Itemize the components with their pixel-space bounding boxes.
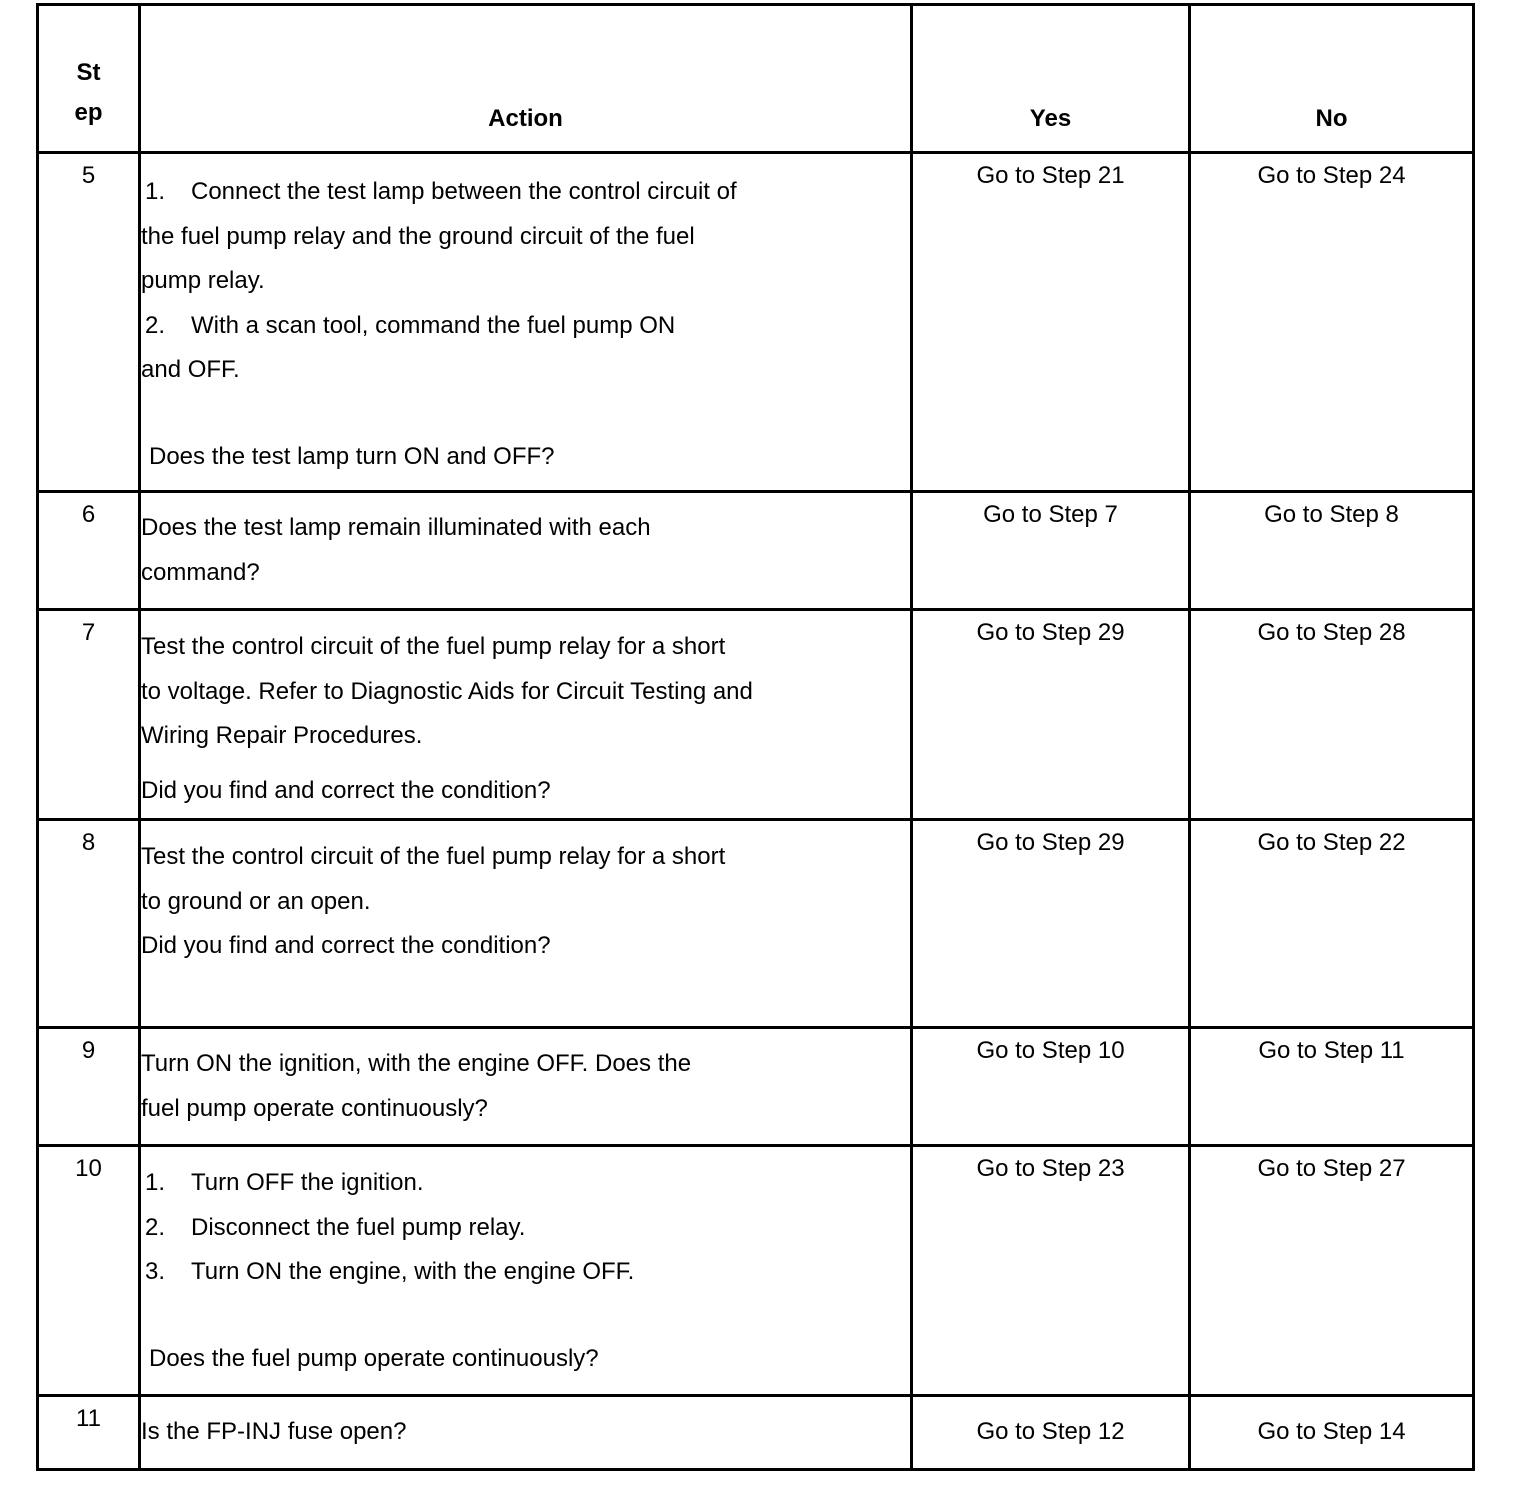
no-cell: Go to Step 28 [1190, 610, 1474, 820]
action-line: Test the control circuit of the fuel pump relay for a short [141, 633, 726, 660]
yes-cell: Go to Step 12 [912, 1396, 1190, 1470]
action-line: Wiring Repair Procedures. [141, 722, 423, 749]
step-number: 5 [38, 153, 140, 492]
table-row [38, 610, 1474, 820]
action-line: to ground or an open. [141, 887, 371, 915]
list-item-continued: and OFF. [141, 356, 240, 383]
action-cell [140, 1396, 912, 1470]
table-row [38, 1396, 1474, 1470]
action-line: fuel pump operate continuously? [141, 1094, 488, 1122]
step-number: 9 [38, 1028, 140, 1146]
no-cell: Go to Step 27 [1190, 1146, 1474, 1396]
action-line: Turn ON the ignition, with the engine OFF. Does the [141, 1050, 692, 1077]
list-item: 1. Connect the test lamp between the control circuit of [145, 178, 737, 205]
step-number: 10 [38, 1146, 140, 1396]
table-row [38, 492, 1474, 610]
action-question: Does the fuel pump operate continuously? [149, 1344, 599, 1372]
action-cell [140, 610, 912, 820]
action-cell [140, 492, 912, 610]
action-cell [140, 153, 912, 492]
no-cell: Go to Step 8 [1190, 492, 1474, 610]
list-item-continued: the fuel pump relay and the ground circuit of the fuel [141, 222, 695, 250]
action-line: Does the test lamp remain illuminated with each [141, 514, 651, 541]
yes-cell: Go to Step 29 [912, 820, 1190, 1028]
action-line: Is the FP-INJ fuse open? [141, 1418, 407, 1446]
diagnostic-table [36, 3, 1475, 1471]
action-line: Test the control circuit of the fuel pump relay for a short [141, 843, 726, 870]
table-row [38, 820, 1474, 1028]
yes-cell: Go to Step 21 [912, 153, 1190, 492]
action-question: Does the test lamp turn ON and OFF? [149, 442, 555, 470]
action-cell [140, 820, 912, 1028]
no-cell: Go to Step 14 [1190, 1396, 1474, 1470]
no-cell: Go to Step 11 [1190, 1028, 1474, 1146]
no-cell: Go to Step 24 [1190, 153, 1474, 492]
yes-cell: Go to Step 7 [912, 492, 1190, 610]
header-action: Action [140, 5, 912, 153]
action-question: Did you find and correct the condition? [141, 776, 551, 804]
list-item: 3. Turn ON the engine, with the engine OFF. [145, 1258, 635, 1285]
yes-cell: Go to Step 29 [912, 610, 1190, 820]
table-header-row [38, 5, 1474, 153]
action-line: to voltage. Refer to Diagnostic Aids for Circuit Testing and [141, 677, 753, 705]
no-cell: Go to Step 22 [1190, 820, 1474, 1028]
list-item: 2. Disconnect the fuel pump relay. [145, 1213, 526, 1241]
action-line: command? [141, 558, 260, 586]
step-number: 7 [38, 610, 140, 820]
table-row [38, 1146, 1474, 1396]
step-number: 11 [38, 1396, 140, 1470]
header-step: St ep [38, 5, 140, 153]
step-number: 8 [38, 820, 140, 1028]
table-row [38, 1028, 1474, 1146]
step-number: 6 [38, 492, 140, 610]
table-row [38, 153, 1474, 492]
action-cell [140, 1146, 912, 1396]
header-no: No [1190, 5, 1474, 153]
list-item: 1. Turn OFF the ignition. [145, 1169, 424, 1196]
action-question: Did you find and correct the condition? [141, 932, 551, 959]
list-item-continued: pump relay. [141, 267, 265, 294]
list-item: 2. With a scan tool, command the fuel pump ON [145, 311, 676, 339]
action-cell [140, 1028, 912, 1146]
yes-cell: Go to Step 23 [912, 1146, 1190, 1396]
yes-cell: Go to Step 10 [912, 1028, 1190, 1146]
header-yes: Yes [912, 5, 1190, 153]
